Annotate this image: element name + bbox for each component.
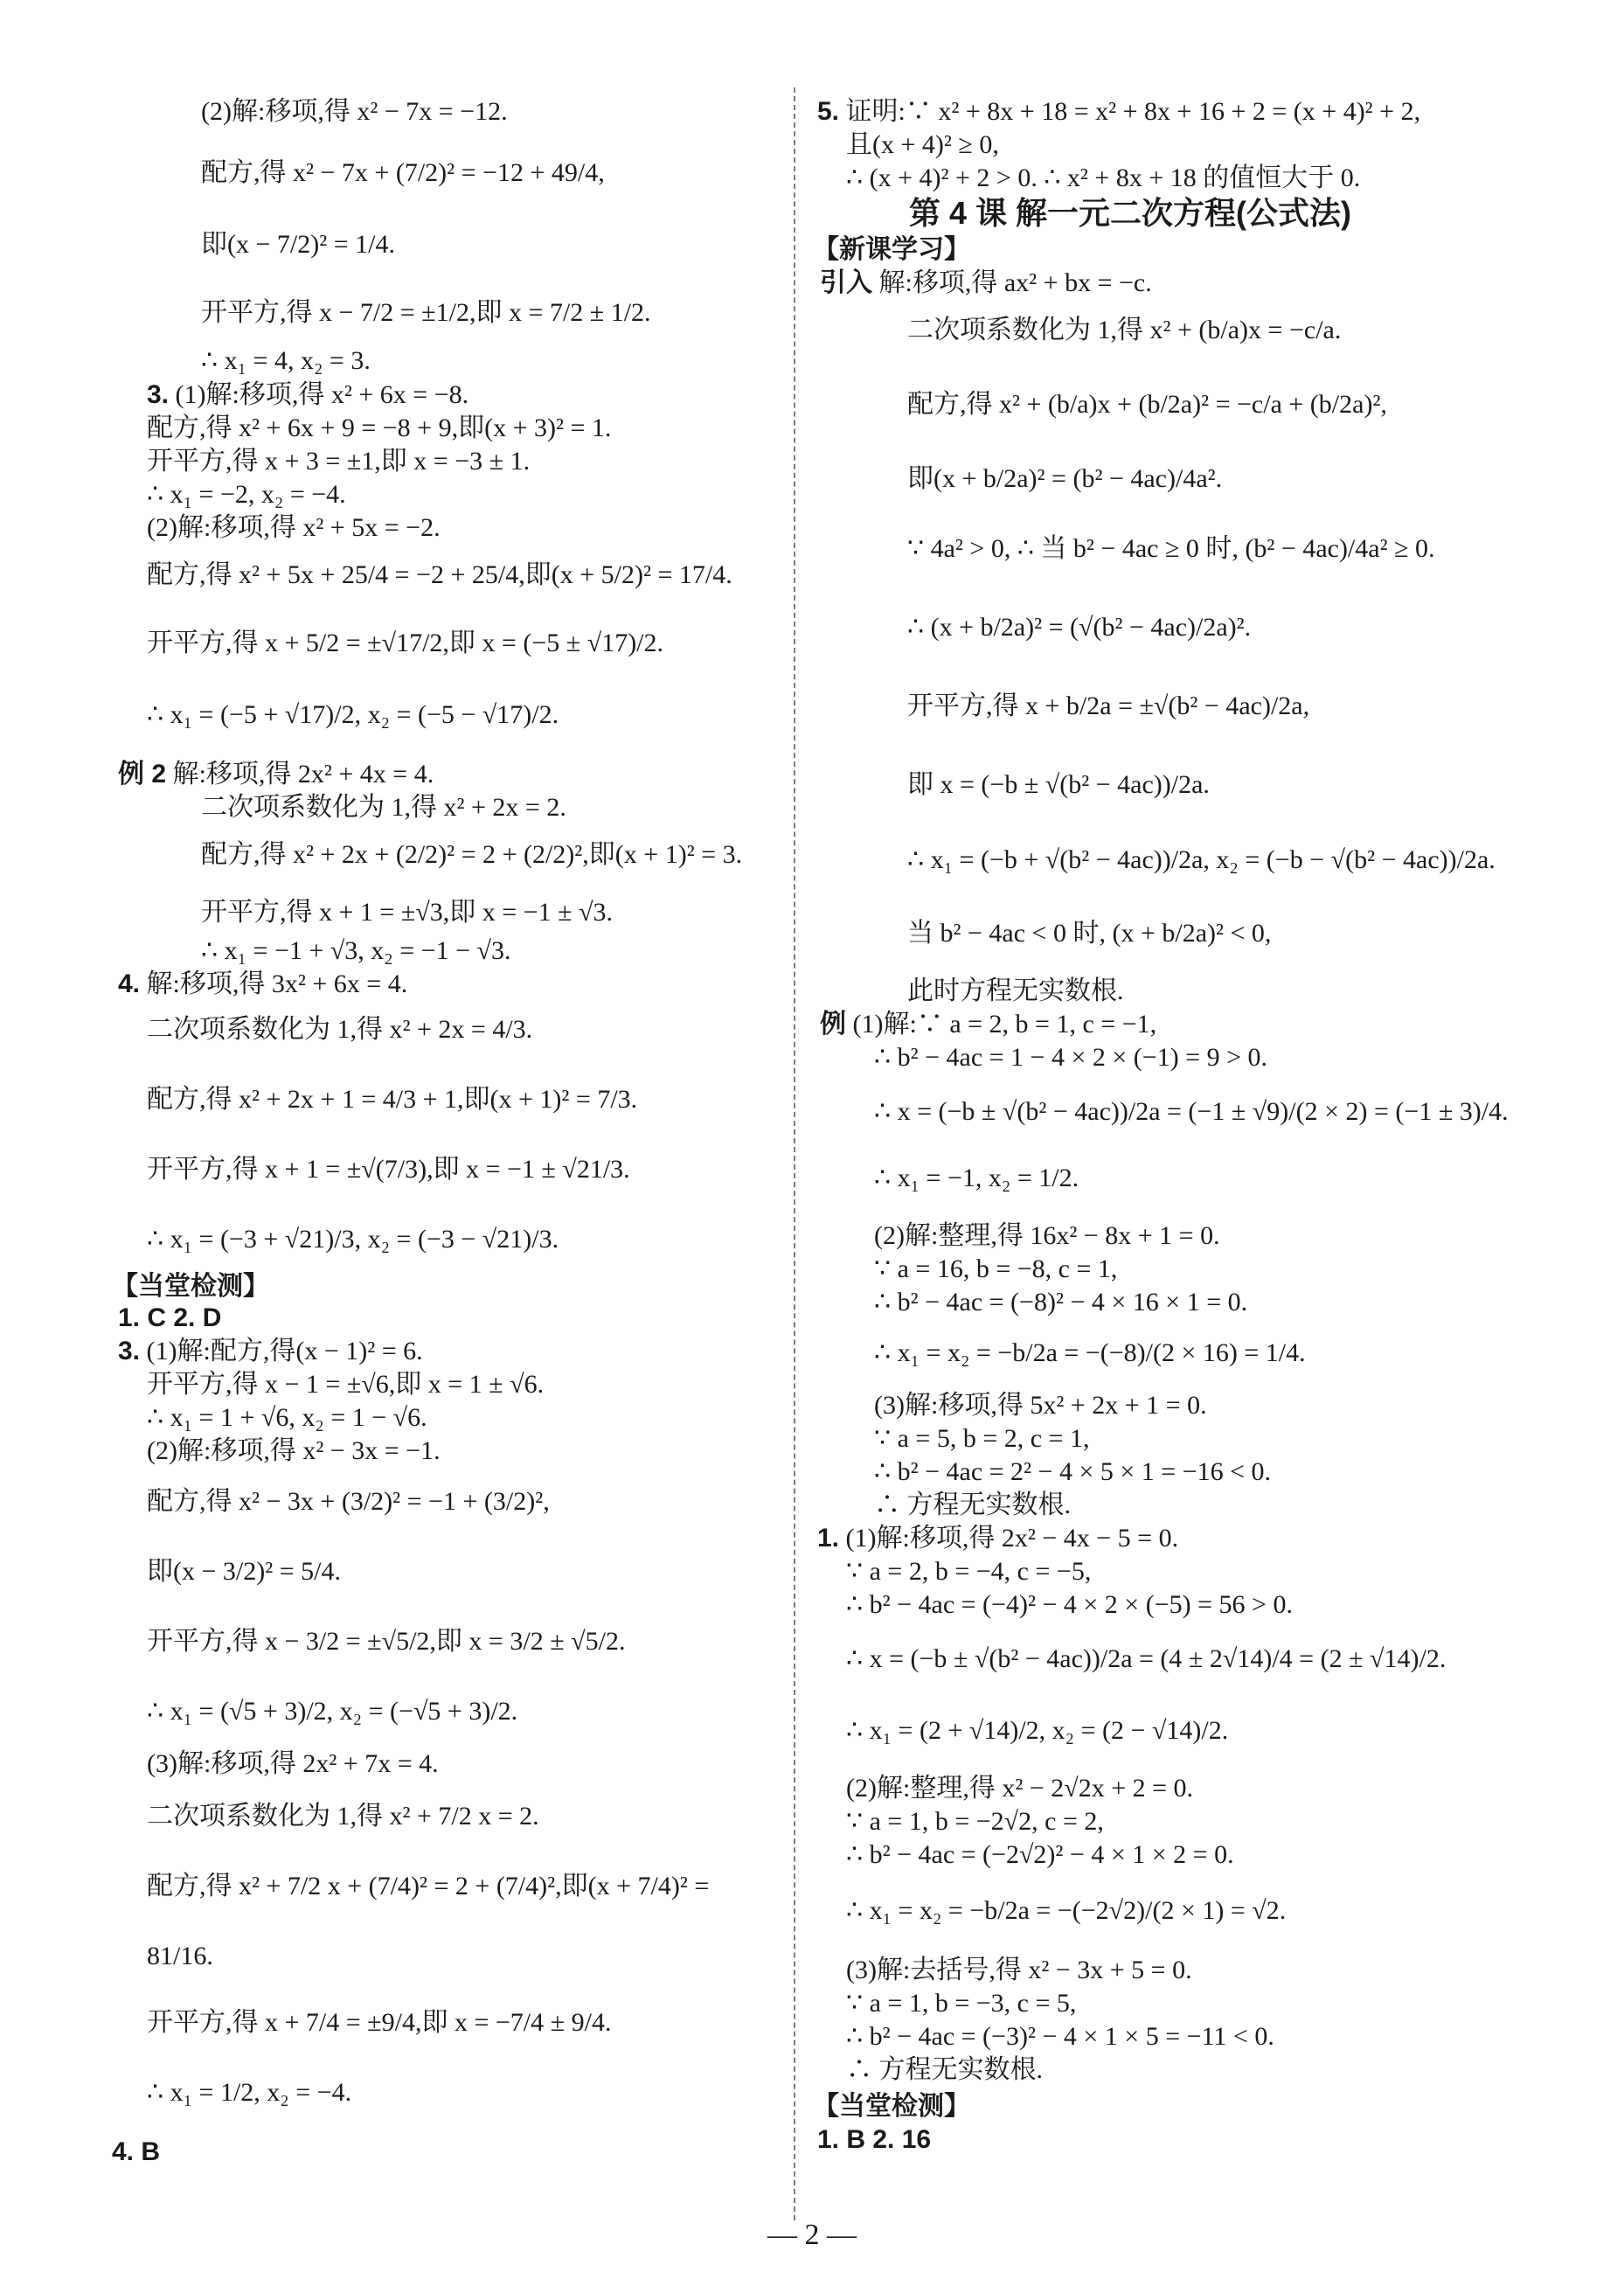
solution-line xyxy=(147,1154,630,1185)
solution-line xyxy=(147,1486,550,1518)
solution-line xyxy=(907,463,1222,495)
solution-line xyxy=(147,1402,427,1434)
line-text: 证明:∵ x² + 8x + 18 = x² + 8x + 16 + 2 = (x + 4)² + 2, xyxy=(845,97,1421,126)
solution-line xyxy=(118,969,407,1000)
line-text: 开平方,得 x − 7/2 = ±1/2,即 x = 7/2 ± 1/2. xyxy=(201,298,651,327)
solution-line xyxy=(147,1435,441,1467)
item-label: 例 2 xyxy=(118,760,167,789)
line-text: (2)解:移项,得 x² − 7x = −12. xyxy=(201,97,508,126)
line-text: 当 b² − 4ac < 0 时, (x + b/2a)² < 0, xyxy=(907,919,1272,948)
solution-line xyxy=(907,691,1309,722)
solution-line xyxy=(201,297,651,329)
solution-line xyxy=(874,1287,1247,1318)
solution-line xyxy=(846,1589,1293,1621)
line-text: ∴ 方程无实数根. xyxy=(846,2055,1043,2084)
line-text: ∴ b² − 4ac = 1 − 4 × 2 × (−1) = 9 > 0. xyxy=(874,1043,1268,1072)
item-label: 1. xyxy=(817,1524,840,1553)
line-text: (1)解:移项,得 x² + 6x = −8. xyxy=(175,380,469,409)
line-text: 配方,得 x² + 7/2 x + (7/4)² = 2 + (7/4)²,即(x + 7/4)² = xyxy=(147,1872,710,1900)
line-text: 二次项系数化为 1,得 x² + 7/2 x = 2. xyxy=(147,1802,539,1831)
solution-line xyxy=(817,96,1420,128)
line-text: ∴ x₁ = x₂ = −b/2a = −(−2√2)/(2 × 1) = √2. xyxy=(846,1896,1287,1925)
line-text: ∵ a = 1, b = −3, c = 5, xyxy=(846,1989,1077,2018)
line-text: 1. B 2. 16 xyxy=(817,2125,932,2154)
solution-line xyxy=(874,1490,1071,1521)
line-text: 开平方,得 x + 3 = ±1,即 x = −3 ± 1. xyxy=(147,447,531,476)
line-text: ∴ x = (−b ± √(b² − 4ac))/2a = (−1 ± √9)/(2 × 2) = (−1 ± 3)/4. xyxy=(874,1097,1509,1126)
section-title: 【当堂检测】 xyxy=(112,1272,269,1301)
solution-line xyxy=(147,1748,439,1780)
line-text: (2)解:整理,得 16x² − 8x + 1 = 0. xyxy=(874,1221,1220,1250)
solution-line xyxy=(147,559,732,591)
item-label: 5. xyxy=(817,97,840,126)
solution-line xyxy=(874,1096,1509,1128)
solution-line xyxy=(907,769,1210,801)
line-text: ∴ b² − 4ac = (−2√2)² − 4 × 1 × 2 = 0. xyxy=(846,1840,1234,1869)
solution-line xyxy=(147,2077,351,2109)
solution-line xyxy=(201,157,605,189)
line-text: 开平方,得 x + 5/2 = ±√17/2,即 x = (−5 ± √17)/2. xyxy=(147,629,664,657)
line-text: ∴ x₁ = 4, x₂ = 3. xyxy=(201,346,371,375)
solution-line xyxy=(846,129,999,161)
line-text: ∴ 方程无实数根. xyxy=(874,1490,1071,1519)
line-text: ∴ x₁ = −1, x₂ = 1/2. xyxy=(874,1164,1079,1192)
solution-line xyxy=(874,1456,1271,1488)
solution-line xyxy=(874,1220,1220,1252)
solution-line xyxy=(147,699,559,731)
solution-line xyxy=(147,628,663,659)
solution-line xyxy=(820,267,1152,299)
line-text: ∵ a = 2, b = −4, c = −5, xyxy=(846,1557,1092,1586)
solution-line xyxy=(147,1014,532,1046)
line-text: 81/16. xyxy=(147,1942,213,1970)
solution-line xyxy=(874,1423,1089,1455)
line-text: (3)解:移项,得 2x² + 7x = 4. xyxy=(147,1749,439,1778)
line-text: 解:移项,得 ax² + bx = −c. xyxy=(878,268,1152,297)
solution-line xyxy=(820,1009,1156,1040)
line-text: ∴ x₁ = (−b + √(b² − 4ac))/2a, x₂ = (−b − √(b² − 4ac))/2a. xyxy=(907,845,1496,874)
solution-line xyxy=(147,446,530,477)
line-text: 开平方,得 x + 7/4 = ±9/4,即 x = −7/4 ± 9/4. xyxy=(147,2008,612,2037)
line-text: 配方,得 x² + 6x + 9 = −8 + 9,即(x + 3)² = 1. xyxy=(147,413,612,442)
solution-line xyxy=(147,1626,625,1657)
solution-line xyxy=(907,533,1435,565)
solution-line xyxy=(201,96,508,128)
solution-line xyxy=(118,759,434,790)
item-label: 引入 xyxy=(820,268,872,297)
line-text: 开平方,得 x + 1 = ±√3,即 x = −1 ± √3. xyxy=(201,898,614,927)
solution-line xyxy=(201,229,395,261)
section-title: 【当堂检测】 xyxy=(813,2092,970,2121)
solution-line xyxy=(112,2137,160,2168)
line-text: (1)解:移项,得 2x² − 4x − 5 = 0. xyxy=(845,1524,1179,1553)
solution-line xyxy=(147,1696,517,1727)
line-text: ∴ x₁ = 1 + √6, x₂ = 1 − √6. xyxy=(147,1403,427,1432)
line-text: 开平方,得 x − 3/2 = ±√5/2,即 x = 3/2 ± √5/2. xyxy=(147,1627,626,1656)
line-text: ∵ a = 1, b = −2√2, c = 2, xyxy=(846,1807,1104,1836)
solution-line xyxy=(846,2054,1043,2086)
line-text: (2)解:移项,得 x² + 5x = −2. xyxy=(147,513,441,542)
line-text: 配方,得 x² + 2x + 1 = 4/3 + 1,即(x + 1)² = 7/3. xyxy=(147,1085,638,1114)
solution-line xyxy=(201,839,742,871)
solution-line xyxy=(147,1224,559,1255)
solution-line xyxy=(118,1303,221,1334)
line-text: 配方,得 x² + 5x + 25/4 = −2 + 25/4,即(x + 5/2)² = 17/4. xyxy=(147,560,732,589)
line-text: ∴ x₁ = −1 + √3, x₂ = −1 − √3. xyxy=(201,936,511,965)
solution-line xyxy=(147,512,441,544)
line-text: ∵ a = 16, b = −8, c = 1, xyxy=(874,1254,1118,1283)
solution-line xyxy=(147,413,611,444)
line-text: 二次项系数化为 1,得 x² + (b/a)x = −c/a. xyxy=(907,316,1342,344)
solution-line xyxy=(817,1523,1178,1554)
line-text: 开平方,得 x + 1 = ±√(7/3),即 x = −1 ± √21/3. xyxy=(147,1155,630,1184)
line-text: ∴ x₁ = 1/2, x₂ = −4. xyxy=(147,2078,352,2107)
solution-line xyxy=(147,1941,213,1972)
solution-line xyxy=(201,935,510,967)
solution-line xyxy=(201,897,613,928)
section-title: 【新课学习】 xyxy=(813,235,970,264)
solution-line xyxy=(846,1839,1234,1871)
solution-line xyxy=(846,1955,1192,1986)
solution-line xyxy=(907,315,1341,346)
line-text: 即(x + b/2a)² = (b² − 4ac)/4a². xyxy=(907,464,1223,493)
line-text: ∵ 4a² > 0, ∴ 当 b² − 4ac ≥ 0 时, (b² − 4ac)/4a² ≥ 0. xyxy=(907,534,1435,563)
line-text: ∴ (x + b/2a)² = (√(b² − 4ac)/2a)². xyxy=(907,613,1252,642)
solution-line xyxy=(846,1715,1228,1747)
solution-line xyxy=(201,345,371,377)
line-text: (3)解:移项,得 5x² + 2x + 1 = 0. xyxy=(874,1391,1207,1420)
column-divider xyxy=(794,87,795,2220)
solution-line xyxy=(118,1336,423,1367)
solution-line xyxy=(846,1988,1076,2019)
line-text: ∴ b² − 4ac = (−3)² − 4 × 1 × 5 = −11 < 0. xyxy=(846,2022,1274,2051)
line-text: (2)解:整理,得 x² − 2√2x + 2 = 0. xyxy=(846,1774,1194,1803)
solution-line xyxy=(201,792,566,823)
line-text: ∴ x₁ = −2, x₂ = −4. xyxy=(147,480,346,509)
line-text: 二次项系数化为 1,得 x² + 2x = 4/3. xyxy=(147,1015,533,1044)
line-text: ∴ x₁ = x₂ = −b/2a = −(−8)/(2 × 16) = 1/4. xyxy=(874,1338,1306,1367)
line-text: 即(x − 3/2)² = 5/4. xyxy=(147,1557,341,1586)
solution-line xyxy=(147,2007,611,2039)
solution-line xyxy=(874,1390,1207,1421)
solution-line xyxy=(147,1556,341,1588)
line-text: 配方,得 x² − 7x + (7/2)² = −12 + 49/4, xyxy=(201,158,605,187)
line-text: ∴ x₁ = (√5 + 3)/2, x₂ = (−√5 + 3)/2. xyxy=(147,1697,518,1726)
item-label: 4. xyxy=(118,969,141,998)
line-text: 1. C 2. D xyxy=(118,1303,222,1332)
solution-line xyxy=(846,1895,1286,1927)
line-text: 配方,得 x² + (b/a)x + (b/2a)² = −c/a + (b/2a)², xyxy=(907,390,1387,419)
line-text: (1)解:配方,得(x − 1)² = 6. xyxy=(146,1337,423,1365)
line-text: 配方,得 x² − 3x + (3/2)² = −1 + (3/2)², xyxy=(147,1487,550,1516)
solution-line xyxy=(907,976,1124,1007)
line-text: 解:移项,得 2x² + 4x = 4. xyxy=(172,760,434,789)
solution-line xyxy=(874,1254,1117,1285)
line-text: ∴ (x + 4)² + 2 > 0. ∴ x² + 8x + 18 的值恒大于 0. xyxy=(846,163,1361,192)
line-text: (2)解:移项,得 x² − 3x = −1. xyxy=(147,1436,441,1465)
line-text: 开平方,得 x − 1 = ±√6,即 x = 1 ± √6. xyxy=(147,1370,545,1399)
solution-line xyxy=(846,163,1360,194)
lesson-heading: 第 4 课 解一元二次方程(公式法) xyxy=(909,195,1352,231)
line-text: 配方,得 x² + 2x + (2/2)² = 2 + (2/2)²,即(x + 1)² = 3. xyxy=(201,840,743,869)
solution-line xyxy=(907,844,1496,876)
line-text: (3)解:去括号,得 x² − 3x + 5 = 0. xyxy=(846,1956,1192,1984)
solution-line xyxy=(846,1773,1193,1804)
solution-line xyxy=(147,379,468,411)
solution-line xyxy=(846,2021,1274,2053)
line-text: ∴ b² − 4ac = (−4)² − 4 × 2 × (−5) = 56 > 0. xyxy=(846,1590,1293,1619)
line-text: 二次项系数化为 1,得 x² + 2x = 2. xyxy=(201,793,566,822)
line-text: ∴ b² − 4ac = 2² − 4 × 5 × 1 = −16 < 0. xyxy=(874,1457,1272,1486)
line-text: 且(x + 4)² ≥ 0, xyxy=(846,130,999,159)
line-text: ∴ b² − 4ac = (−8)² − 4 × 16 × 1 = 0. xyxy=(874,1288,1248,1317)
solution-line xyxy=(147,1369,544,1400)
line-text: ∴ x = (−b ± √(b² − 4ac))/2a = (4 ± 2√14)/4 = (2 ± √14)/2. xyxy=(846,1644,1447,1673)
solution-line xyxy=(874,1042,1267,1073)
line-text: 此时方程无实数根. xyxy=(907,976,1124,1005)
line-text: 解:移项,得 3x² + 6x = 4. xyxy=(146,969,408,998)
line-text: 4. B xyxy=(112,2137,161,2166)
solution-line xyxy=(907,612,1251,643)
line-text: (1)解:∵ a = 2, b = 1, c = −1, xyxy=(852,1010,1157,1039)
page-number: — 2 — xyxy=(767,2219,857,2251)
solution-line xyxy=(817,2124,931,2156)
line-text: ∴ x₁ = (−5 + √17)/2, x₂ = (−5 − √17)/2. xyxy=(147,700,559,729)
line-text: ∴ x₁ = (−3 + √21)/3, x₂ = (−3 − √21)/3. xyxy=(147,1225,559,1254)
solution-line xyxy=(874,1337,1306,1369)
solution-line xyxy=(846,1556,1091,1588)
line-text: 开平方,得 x + b/2a = ±√(b² − 4ac)/2a, xyxy=(907,691,1310,720)
solution-line xyxy=(147,1871,709,1902)
solution-line xyxy=(147,479,346,511)
item-label: 例 xyxy=(820,1010,846,1039)
solution-line xyxy=(846,1643,1446,1675)
solution-line xyxy=(147,1084,637,1115)
solution-line xyxy=(846,1806,1104,1838)
solution-line xyxy=(874,1163,1079,1194)
item-label: 3. xyxy=(147,380,170,409)
solution-line xyxy=(907,918,1271,949)
item-label: 3. xyxy=(118,1337,141,1365)
line-text: ∵ a = 5, b = 2, c = 1, xyxy=(874,1424,1090,1453)
solution-line xyxy=(907,389,1387,420)
line-text: ∴ x₁ = (2 + √14)/2, x₂ = (2 − √14)/2. xyxy=(846,1716,1229,1745)
solution-line xyxy=(147,1801,539,1832)
line-text: 即(x − 7/2)² = 1/4. xyxy=(201,230,395,259)
line-text: 即 x = (−b ± √(b² − 4ac))/2a. xyxy=(907,770,1210,799)
